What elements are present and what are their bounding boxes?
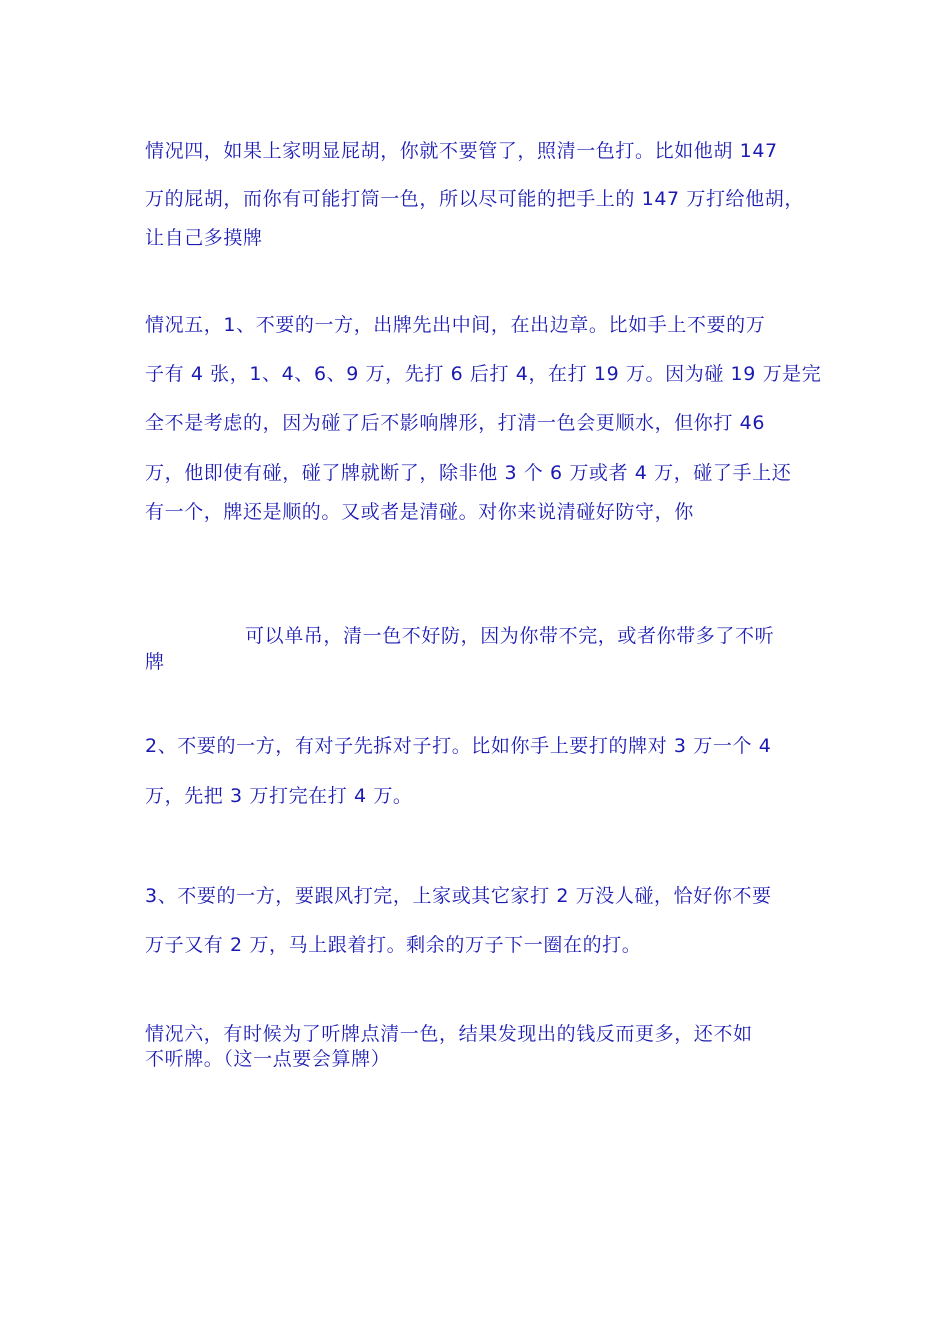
text-line: 牌 (145, 651, 165, 673)
text-line: 子有 4 张，1、4、6、9 万，先打 6 后打 4，在打 19 万。因为碰 19 万是完 (145, 363, 822, 385)
text-line: 2、不要的一方，有对子先拆对子打。比如你手上要打的牌对 3 万一个 4 (145, 735, 772, 757)
text-line: 万，他即使有碰，碰了牌就断了，除非他 3 个 6 万或者 4 万，碰了手上还 (145, 462, 792, 484)
text-line: 万，先把 3 万打完在打 4 万。 (145, 785, 413, 807)
text-line: 情况六，有时候为了听牌点清一色，结果发现出的钱反而更多，还不如 (145, 1023, 753, 1045)
text-line: 情况四，如果上家明显屁胡，你就不要管了，照清一色打。比如他胡 147 (145, 140, 778, 162)
text-line: 万子又有 2 万，马上跟着打。剩余的万子下一圈在的打。 (145, 934, 642, 956)
text-line: 全不是考虑的，因为碰了后不影响牌形，打清一色会更顺水，但你打 46 (145, 412, 766, 434)
text-line: 有一个，牌还是顺的。又或者是清碰。对你来说清碰好防守，你 (145, 501, 694, 523)
text-line: 不听牌。（这一点要会算牌） (145, 1048, 391, 1070)
text-line: 3、不要的一方，要跟风打完，上家或其它家打 2 万没人碰，恰好你不要 (145, 885, 772, 907)
text-line: 让自己多摸牌 (145, 227, 263, 249)
text-line: 可以单吊，清一色不好防，因为你带不完，或者你带多了不听 (245, 625, 775, 647)
text-line: 万的屁胡，而你有可能打筒一色，所以尽可能的把手上的 147 万打给他胡， (145, 188, 804, 210)
text-line: 情况五，1、不要的一方，出牌先出中间，在出边章。比如手上不要的万 (145, 314, 766, 336)
